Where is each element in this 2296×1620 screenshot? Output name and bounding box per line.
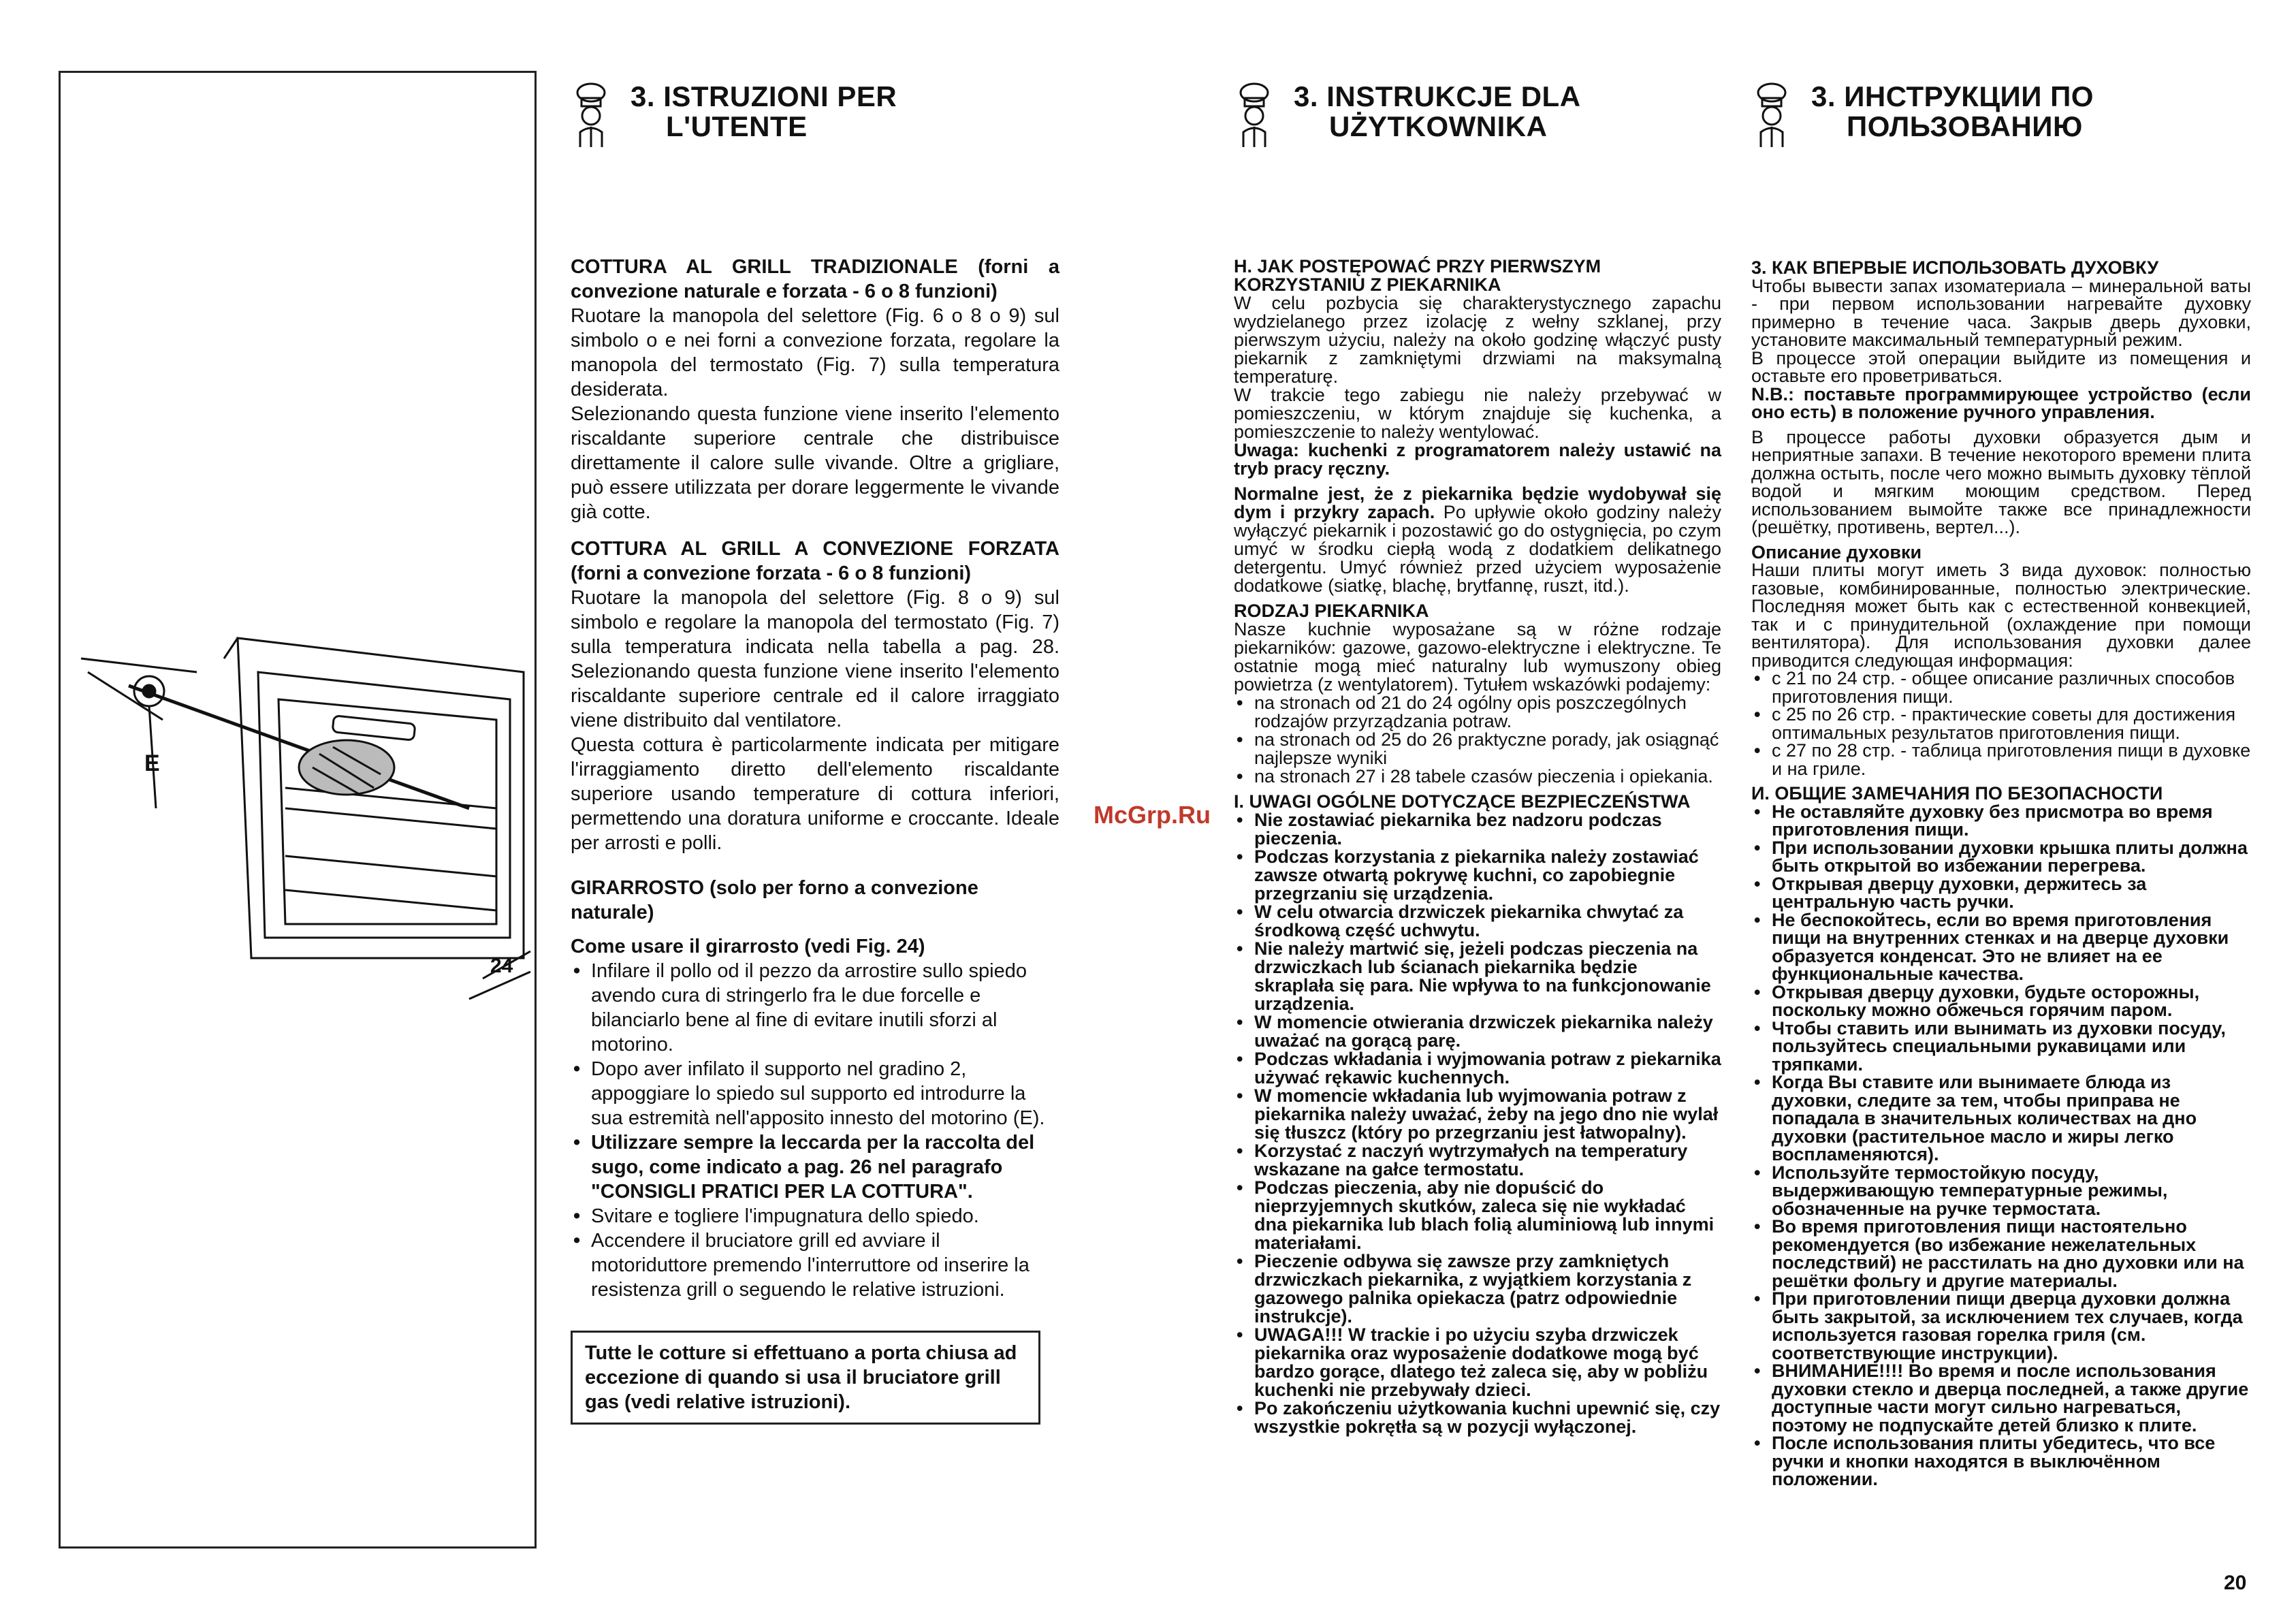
polish-column [1234, 82, 1721, 1436]
list-item: • ВНИМАНИЕ!!!! Во время и после использования духовки стекло и дверца последней, а также другие доступные части могут сильно нагреваться, поэтому не подпускайте детей близко к плите. [1751, 1362, 2251, 1434]
figure-label: E [144, 750, 160, 776]
chef-icon [1234, 82, 1275, 147]
grill-traditional-p2: Selezionando questa funzione viene inserito l'elemento riscaldante superiore centrale che distribuisce direttamente il calore sulle vivande. Oltre a grigliare, può essere utilizzata per dorare leggermente le vivande già cotte. [571, 403, 1059, 523]
chef-icon [571, 82, 611, 147]
closed-door-note-text: Tutte le cotture si effettuano a porta chiusa ad eccezione di quando si usa il bruciatore grill gas (vedi relative istruzioni). [585, 1342, 1017, 1413]
first-use-p1: Чтобы вывести запах изоматериала – минеральной ваты - при первом использовании нагревайте духовку примерно в течение часа. Закрыв дверь духовки, установите максимальный температурный режим. [1751, 275, 2251, 350]
figure-panel [59, 71, 537, 1548]
list-item: • После использования плиты убедитесь, что все ручки и кнопки находятся в выключённом положении. [1751, 1434, 2251, 1489]
polish-title [1294, 82, 1581, 142]
rotisserie-subheading: Come usare il girarrosto (vedi Fig. 24) [571, 936, 925, 957]
grill-convection-heading: COTTURA AL GRILL A CONVEZIONE FORZATA (forni a convezione forzata - 6 o 8 funzioni) [571, 538, 1059, 584]
polish-title-line2: UŻYTKOWNIKA [1329, 110, 1548, 142]
rotisserie-steps [571, 959, 1059, 1302]
oven-type-heading: RODZAJ PIEKARNIKA [1234, 601, 1429, 621]
list-item: • Podczas wkładania i wyjmowania potraw z piekarnika używać rękawic kuchennych. [1234, 1050, 1721, 1087]
list-item: • Открывая дверцу духовки, держитесь за центральную часть ручки. [1751, 875, 2251, 911]
list-item: • Podczas korzystania z piekarnika należy zostawiać zawsze otwartą pokrywę kuchni, co zapobiegnie przegrzaniu się urządzenia. [1234, 848, 1721, 903]
chef-icon [1751, 82, 1792, 147]
oven-type-p1: Nasze kuchnie wyposażane są w różne rodzaje piekarników: gazowe, gazowo-elektryczne i elektryczne. Te ostatnie mogą mieć naturalny lub wymuszony obieg powietrza (z wentylatorem). Tytułem wskazówki podajemy: [1234, 619, 1721, 695]
italian-title [631, 82, 897, 142]
list-item: • с 25 по 26 стр. - практические советы для достижения оптимальных результатов приготовления пищи. [1751, 705, 2251, 742]
oven-rotisserie-illustration [61, 73, 535, 1546]
russian-body [1751, 259, 2251, 1489]
figure-number: 24 [490, 955, 513, 977]
list-item: • При приготовлении пищи дверца духовки должна быть закрытой, за исключением тех случаев, когда используется газовая горелка гриля (см. соответствующие инструкции). [1751, 1290, 2251, 1362]
oven-desc-p1: Наши плиты могут иметь 3 вида духовок: полностью газовые, комбинированные, полностью электрические. Последняя может быть как с естественной конвекцией, так и с принудительной (охлаждение при помощи вентилятора). Для использования духовки далее приводится следующая информация: [1751, 560, 2251, 671]
safety-list [1751, 803, 2251, 1489]
safety-heading: И. ОБЩИЕ ЗАМЕЧАНИЯ ПО БЕЗОПАСНОСТИ [1751, 783, 2163, 804]
first-use-p3: Uwaga: kuchenki z programatorem należy ustawić na tryb pracy ręczny. [1234, 440, 1721, 479]
russian-column [1751, 82, 2251, 1489]
italian-title-line1: 3. ISTRUZIONI PER [631, 80, 897, 112]
list-item: • Infilare il pollo od il pezzo da arrostire sullo spiedo avendo cura di stringerlo fra le due forcelle e bilanciarlo bene al fine di evitare inutili sforzi al motorino. [571, 959, 1059, 1057]
oven-type-list [1234, 694, 1721, 786]
list-item: • Не оставляйте духовку без присмотра во время приготовления пищи. [1751, 803, 2251, 839]
first-use-p4: В процессе работы духовки образуется дым и неприятные запахи. В течение некоторого времени плита должна остыть, после чего можно вымыть духовку тёплой водой и мягким моющим средством. Перед использованием вымойте также все принадлежности (решётку, противень, вертел...). [1751, 426, 2251, 537]
oven-desc-heading: Описание духовки [1751, 541, 1922, 562]
first-use-p2: В процессе этой операции выйдите из помещения и оставьте его проветриваться. [1751, 347, 2251, 386]
list-item: • При использовании духовки крышка плиты должна быть открытой во избежании перегрева. [1751, 839, 2251, 875]
italian-title-line2: L'UTENTE [666, 110, 808, 142]
italian-header [571, 82, 1059, 172]
closed-door-note [571, 1331, 1040, 1425]
list-item: • Korzystać z naczyń wytrzymałych na temperatury wskazane na gałce termostatu. [1234, 1142, 1721, 1179]
list-item: • UWAGA!!! W trackie i po użyciu szyba drzwiczek piekarnika oraz wyposażenie dodatkowe mogą być bardzo gorące, dlatego też zaleca się, aby w pobliżu kuchenki nie przebywały dzieci. [1234, 1326, 1721, 1399]
first-use-p1: W celu pozbycia się charakterystycznego zapachu wydzielanego przez izolację z wełny szklanej, przy pierwszym użyciu, należy na około godzinę włączyć pusty piekarnik z zamkniętymi drzwiami na maksymalną temperaturę. [1234, 293, 1721, 387]
oven-desc-list [1751, 669, 2251, 778]
list-item: • Когда Вы ставите или вынимаете блюда из духовки, следите за тем, чтобы приправа не попадала в значительных количествах на дно духовки (растительное масло и жиры легко воспламеняются). [1751, 1073, 2251, 1164]
grill-traditional-heading: COTTURA AL GRILL TRADIZIONALE (forni a convezione naturale e forzata - 6 o 8 funzioni) [571, 256, 1059, 302]
first-use-p4: Normalne jest, że z piekarnika będzie wydobywał się dym i przykry zapach. Po upływie około godziny należy wyłączyć piekarnik i pozostawić go do ostygnięcia, po czym umyć w środku ciepłą wodą z dodatkiem delikatnego detergentu. Umyć również przed użyciem wyposażenie dodatkowe (siatkę, blachę, brytfannę, ruszt, itd.). [1234, 483, 1721, 596]
list-item: • Accendere il bruciatore grill ed avviare il motoriduttore premendo l'interruttore od inserire la resistenza grill o seguendo le relative istruzioni. [571, 1228, 1059, 1302]
page-number: 20 [2224, 1572, 2247, 1594]
russian-title-line2: ПОЛЬЗОВАНИЮ [1847, 110, 2083, 142]
first-use-heading: 3. КАК ВПЕРВЫЕ ИСПОЛЬЗОВАТЬ ДУХОВКУ [1751, 257, 2159, 278]
russian-header [1751, 82, 2251, 172]
list-item: • Во время приготовления пищи настоятельно рекомендуется (во избежание нежелательных последствий) не расстилать на дно духовки или на решётки фольгу и другие материалы. [1751, 1218, 2251, 1290]
first-use-p3: N.B.: поставьте программирующее устройство (если оно есть) в положение ручного управления. [1751, 383, 2251, 422]
list-item: • Podczas pieczenia, aby nie dopuścić do nieprzyjemnych skutków, zaleca się nie wykładać dna piekarnika lub blach folią aluminiową lub innymi materiałami. [1234, 1179, 1721, 1252]
polish-header [1234, 82, 1721, 172]
list-item: • na stronach 27 i 28 tabele czasów pieczenia i opiekania. [1234, 767, 1721, 786]
watermark: McGrp.Ru [1094, 801, 1211, 829]
first-use-p2: W trakcie tego zabiegu nie należy przebywać w pomieszczeniu, w którym znajduje się kuchenka, a pomieszczenie to należy wentylować. [1234, 385, 1721, 442]
rotisserie-heading: GIRARROSTO (solo per forno a convezione naturale) [571, 877, 978, 923]
list-item: • Dopo aver infilato il supporto nel gradino 2, appoggiare lo spiedo sul supporto ed introdurre la sua estremità nell'apposito innesto del motorino (E). [571, 1057, 1059, 1130]
list-item: • Po zakończeniu użytkowania kuchni upewnić się, czy wszystkie pokrętła są w pozycji wyłączonej. [1234, 1399, 1721, 1436]
grill-convection-p2: Questa cottura è particolarmente indicata per mitigare l'irraggiamento diretto dell'elemento riscaldante superiore usando temperature di cottura inferiori, permettendo una doratura uniforme e croccante. Ideale per arrosti e polli. [571, 734, 1059, 854]
grill-traditional-p1: Ruotare la manopola del selettore (Fig. 6 o 8 o 9) sul simbolo o e nei forni a convezione forzata, regolare la manopola del termostato (Fig. 7) sulla temperatura desiderata. [571, 305, 1059, 400]
russian-title [1811, 82, 2094, 142]
list-item: • na stronach od 25 do 26 praktyczne porady, jak osiągnąć najlepsze wyniki [1234, 731, 1721, 767]
safety-list [1234, 811, 1721, 1436]
list-item: • Nie należy martwić się, jeżeli podczas pieczenia na drzwiczkach lub ścianach piekarnika będzie skraplała się para. Nie wpływa to na funkcjonowanie urządzenia. [1234, 940, 1721, 1013]
italian-column [571, 82, 1059, 1425]
list-item: • Nie zostawiać piekarnika bez nadzoru podczas pieczenia. [1234, 811, 1721, 848]
list-item: • W momencie otwierania drzwiczek piekarnika należy uważać na gorącą parę. [1234, 1013, 1721, 1050]
list-item: • Utilizzare sempre la leccarda per la raccolta del sugo, come indicato a pag. 26 nel paragrafo "CONSIGLI PRATICI PER LA COTTURA". [571, 1130, 1059, 1204]
list-item: • Открывая дверцу духовки, будьте осторожны, поскольку можно обжечься горячим паром. [1751, 983, 2251, 1019]
list-item: • Используйте термостойкую посуду, выдерживающую температурные режимы, обозначенные на ручке термостата. [1751, 1164, 2251, 1218]
safety-heading: I. UWAGI OGÓLNE DOTYCZĄCE BEZPIECZEŃSTWA [1234, 791, 1691, 812]
list-item: • с 21 по 24 стр. - общее описание различных способов приготовления пищи. [1751, 669, 2251, 705]
russian-title-line1: 3. ИНСТРУКЦИИ ПО [1811, 80, 2094, 112]
list-item: • Pieczenie odbywa się zawsze przy zamkniętych drzwiczkach piekarnika, z wyjątkiem korzystania z gazowego palnika opiekacza (patrz odpowiednie instrukcje). [1234, 1252, 1721, 1326]
list-item: • Не беспокойтесь, если во время приготовления пищи на внутренних стенках и на дверце духовки образуется конденсат. Это не влияет на ее функциональные качества. [1751, 911, 2251, 983]
first-use-heading: H. JAK POSTĘPOWAĆ PRZY PIERWSZYM KORZYSTANIU Z PIEKARNIKA [1234, 256, 1601, 295]
list-item: • W celu otwarcia drzwiczek piekarnika chwytać za środkową część uchwytu. [1234, 903, 1721, 940]
list-item: • Svitare e togliere l'impugnatura dello spiedo. [571, 1204, 1059, 1228]
italian-body [571, 255, 1059, 1425]
polish-body [1234, 257, 1721, 1436]
polish-title-line1: 3. INSTRUKCJE DLA [1294, 80, 1581, 112]
list-item: • Чтобы ставить или вынимать из духовки посуду, пользуйтесь специальными рукавицами или тряпками. [1751, 1019, 2251, 1074]
list-item: • W momencie wkładania lub wyjmowania potraw z piekarnika należy uważać, żeby na jego dno nie wylał się tłuszcz (który po przegrzaniu jest łatwopalny). [1234, 1087, 1721, 1142]
grill-convection-p1: Ruotare la manopola del selettore (Fig. 8 o 9) sul simbolo e regolare la manopola del termostato (Fig. 7) sulla temperatura indicata nella tabella a pag. 28. Selezionando questa funzione viene inserito l'elemento riscaldante superiore centrale ed il calore irraggiato viene distribuito dal ventilatore. [571, 587, 1059, 731]
list-item: • с 27 по 28 стр. - таблица приготовления пищи в духовке и на гриле. [1751, 742, 2251, 778]
list-item: • na stronach od 21 do 24 ogólny opis poszczególnych rodzajów przyrządzania potraw. [1234, 694, 1721, 731]
